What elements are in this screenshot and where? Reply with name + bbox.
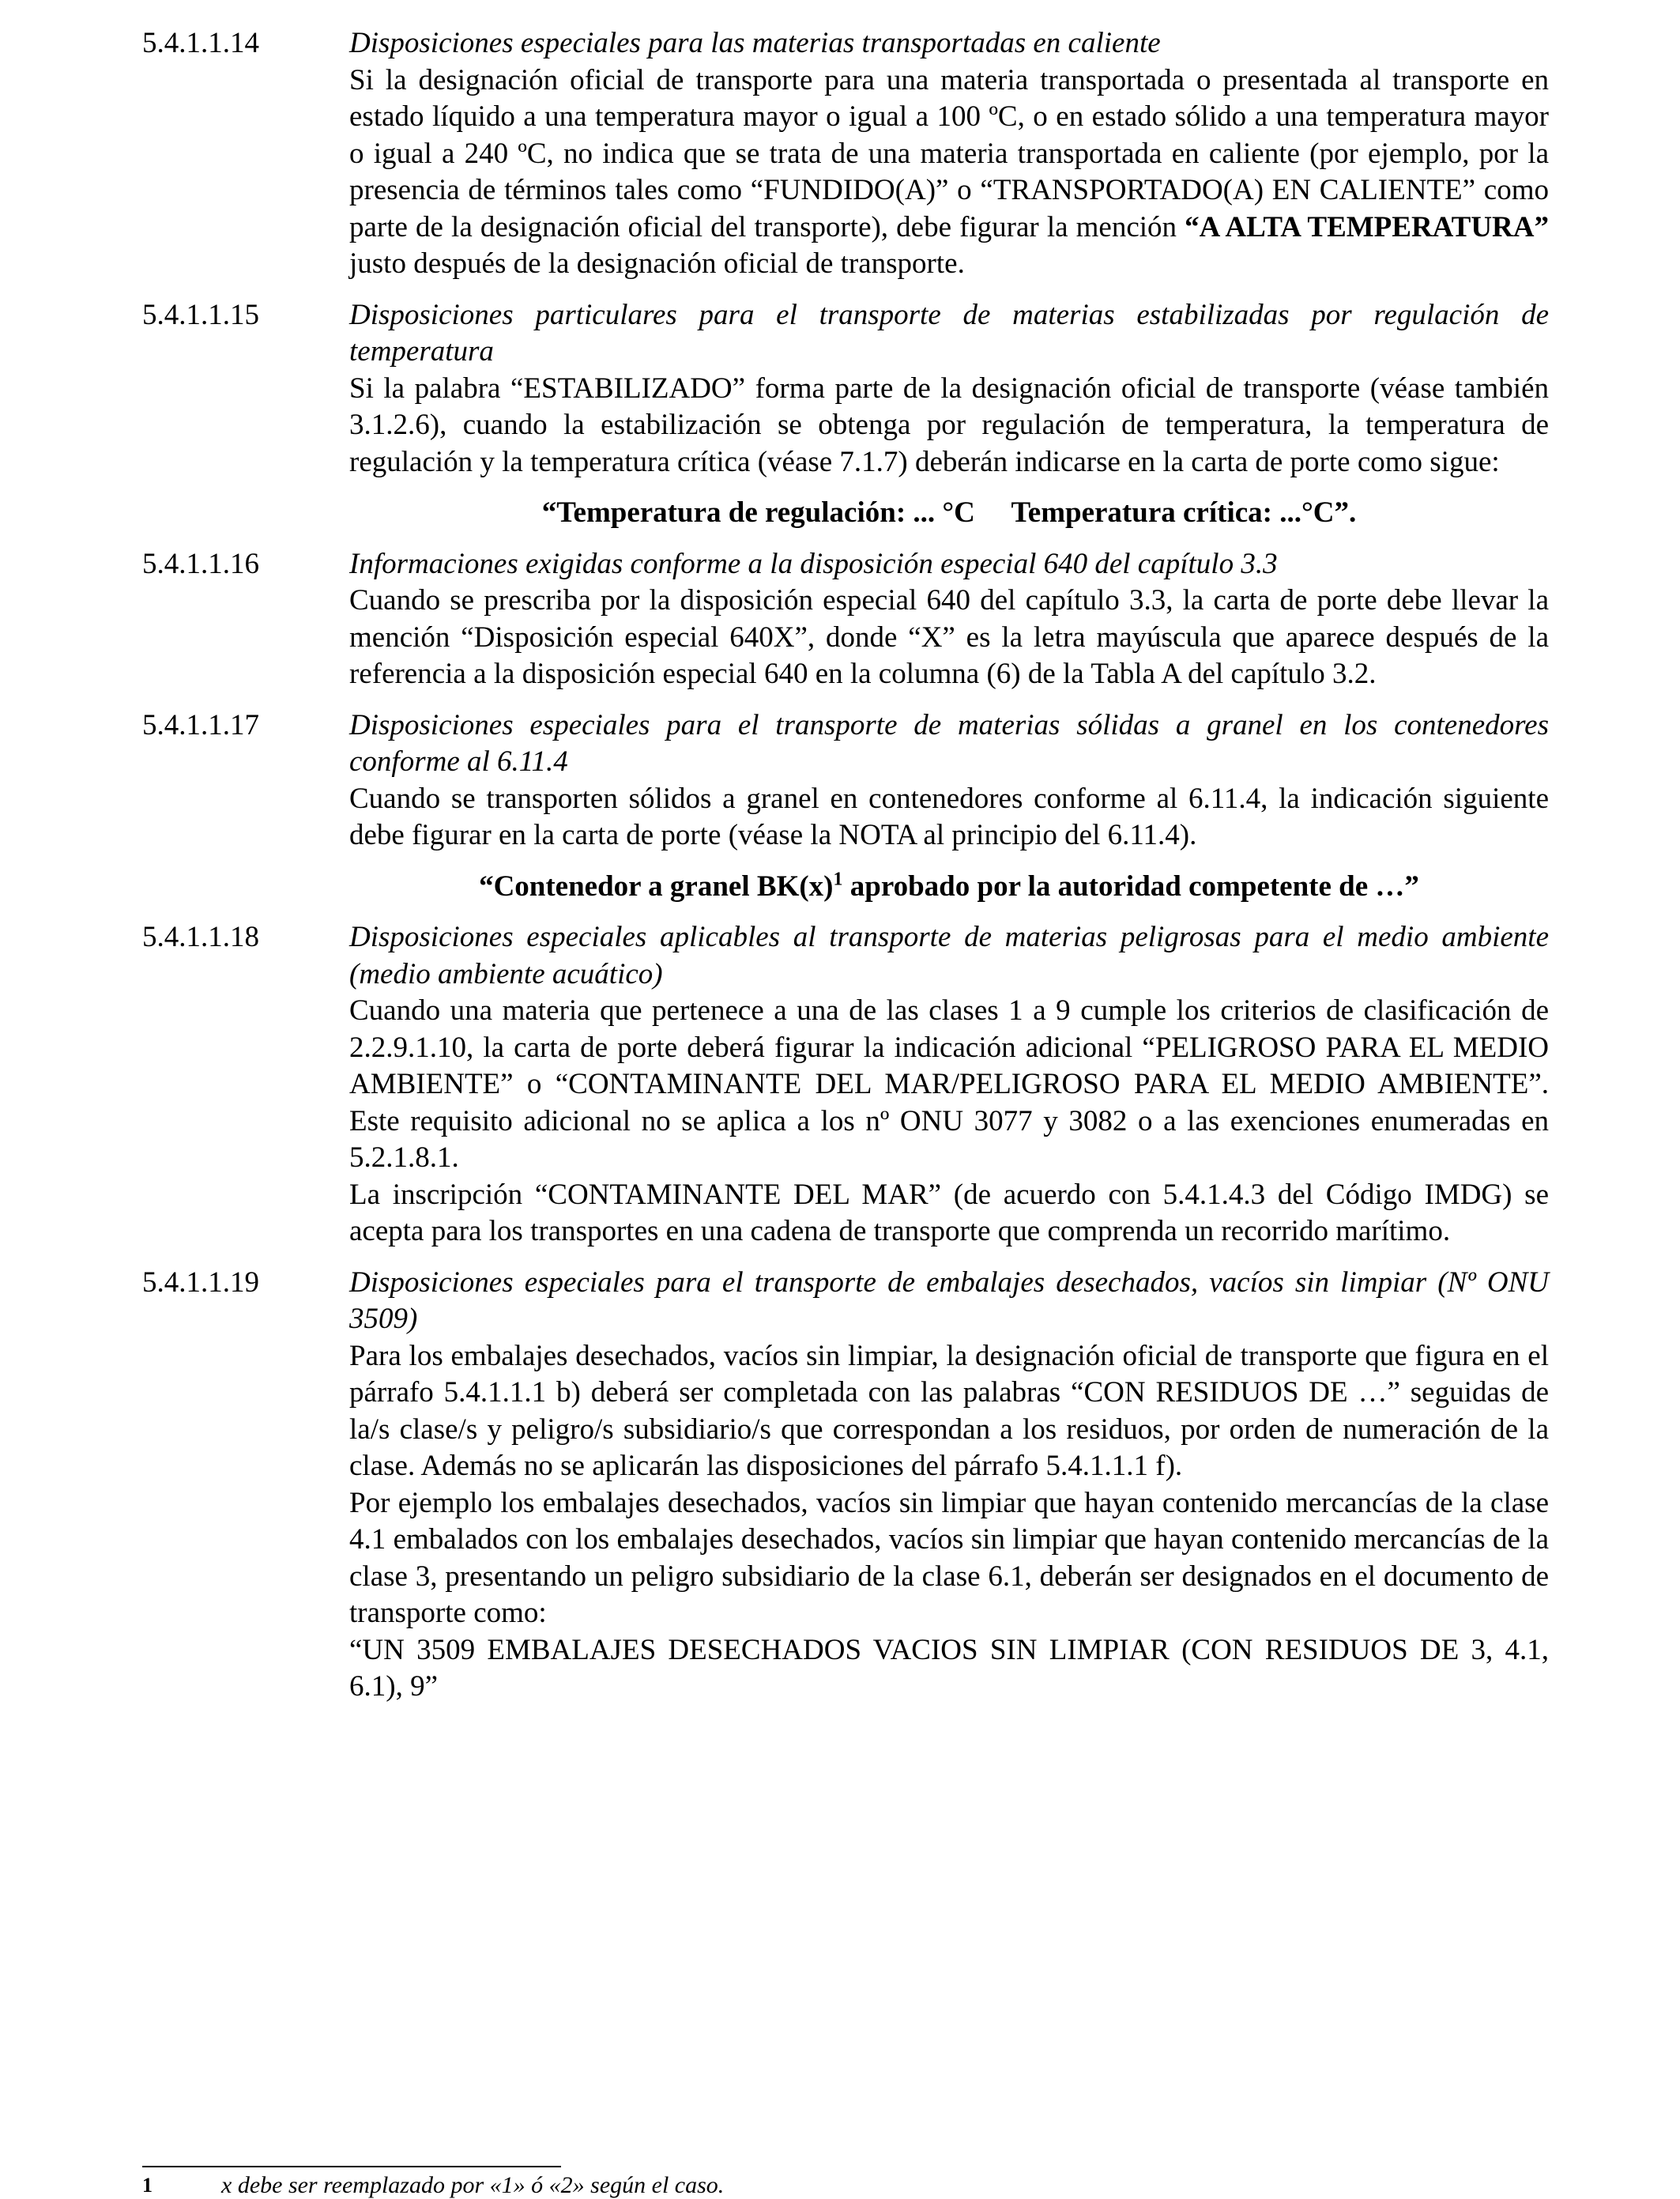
section-5-4-1-1-14 — [142, 25, 1549, 283]
paragraph: Por ejemplo los embalajes desechados, vacíos sin limpiar que hayan contenido mercancías de la clase 4.1 embalados con los embalajes desechados, vacíos sin limpiar que hayan contenido mercancías de la clase 3, presentando un peligro subsidiario de la clase 6.1, deberán ser designados en el documento de transporte como: — [349, 1486, 1549, 1629]
section-body — [349, 371, 1549, 481]
footnote-text: x debe ser reemplazado por «1» ó «2» según el caso. — [221, 2172, 725, 2198]
section-body — [349, 993, 1549, 1250]
section-5-4-1-1-18 — [142, 919, 1549, 1250]
section-number: 5.4.1.1.16 — [142, 547, 259, 580]
document-page — [142, 25, 1549, 1706]
footnote-mark: 1 — [142, 2174, 153, 2197]
section-body — [349, 1338, 1549, 1706]
section-5-4-1-1-15 — [142, 297, 1549, 532]
section-heading: Disposiciones especiales para el transporte de embalajes desechados, vacíos sin limpiar (Nº ONU 3509) — [349, 1265, 1549, 1335]
statement-text: “Contenedor a granel BK(x) — [479, 869, 834, 903]
footnote — [142, 2172, 724, 2199]
section-heading: Disposiciones especiales para el transporte de materias sólidas a granel en los contenedores conforme al 6.11.4 — [349, 708, 1549, 778]
temperature-statement: “Temperatura de regulación: ... °C Temperatura crítica: ...°C”. — [541, 496, 1357, 529]
paragraph: Si la palabra “ESTABILIZADO” forma parte de la designación oficial de transporte (véase también 3.1.2.6), cuando la estabilización se obtenga por regulación de temperatura, la temperatura de regulación y la temperatura crítica (véase 7.1.7) deberán indicarse en la carta de porte como sigue: — [349, 372, 1549, 478]
section-body — [349, 781, 1549, 854]
section-body — [349, 583, 1549, 693]
section-heading: Informaciones exigidas conforme a la disposición especial 640 del capítulo 3.3 — [349, 547, 1278, 580]
section-5-4-1-1-17 — [142, 707, 1549, 906]
paragraph: “UN 3509 EMBALAJES DESECHADOS VACIOS SIN LIMPIAR (CON RESIDUOS DE 3, 4.1, 6.1), 9” — [349, 1633, 1549, 1703]
paragraph: Cuando una materia que pertenece a una de las clases 1 a 9 cumple los criterios de clasificación de 2.2.9.1.10, la carta de porte deberá figurar la indicación adicional “PELIGROSO PARA EL MEDIO AMBIENTE” o “CONTAMINANTE DEL MAR/PELIGROSO PARA EL MEDIO AMBIENTE”. Este requisito adicional no se aplica a los nº ONU 3077 y 3082 o a las exenciones enumeradas en 5.2.1.8.1. — [349, 994, 1549, 1174]
section-number: 5.4.1.1.14 — [142, 27, 259, 59]
paragraph: La inscripción “CONTAMINANTE DEL MAR” (de acuerdo con 5.4.1.4.3 del Código IMDG) se acepta para los transportes en una cadena de transporte que comprenda un recorrido marítimo. — [349, 1178, 1549, 1247]
bold-mention: “A ALTA TEMPERATURA” — [1185, 210, 1549, 243]
section-body — [349, 62, 1549, 283]
section-heading: Disposiciones particulares para el transporte de materias estabilizadas por regulación de temperatura — [349, 298, 1549, 368]
paragraph-text: Si la designación oficial de transporte para una materia transportada o presentada al transporte en estado líquido a una temperatura mayor o igual a 100 ºC, o en estado sólido a una temperatura mayor o igual a 240 ºC, no indica que se trata de una materia transportada en caliente (por ejemplo, por la presencia de términos tales como “FUNDIDO(A)” o “TRANSPORTADO(A) EN CALIENTE” como parte de la designación oficial del transporte), debe figurar la mención — [349, 63, 1549, 243]
container-statement — [349, 869, 1549, 906]
section-5-4-1-1-16 — [142, 546, 1549, 693]
paragraph-text: justo después de la designación oficial de transporte. — [349, 247, 965, 280]
paragraph: Cuando se transporten sólidos a granel en contenedores conforme al 6.11.4, la indicación siguiente debe figurar en la carta de porte (véase la NOTA al principio del 6.11.4). — [349, 782, 1549, 851]
paragraph — [349, 62, 1549, 283]
section-heading: Disposiciones especiales aplicables al transporte de materias peligrosas para el medio ambiente (medio ambiente acuático) — [349, 921, 1549, 990]
statement-text: aprobado por la autoridad competente de …” — [842, 869, 1419, 903]
paragraph: Para los embalajes desechados, vacíos sin limpiar, la designación oficial de transporte que figura en el párrafo 5.4.1.1.1 b) deberá ser completada con las palabras “CON RESIDUOS DE …” seguidas de la/s clase/s y peligro/s subsidiario/s que correspondan a los residuos, por orden de numeración de la clase. Además no se aplicarán las disposiciones del párrafo 5.4.1.1.1 f). — [349, 1339, 1549, 1482]
section-number: 5.4.1.1.19 — [142, 1265, 259, 1299]
section-5-4-1-1-19 — [142, 1265, 1549, 1706]
section-number: 5.4.1.1.15 — [142, 298, 259, 331]
footnote-divider — [142, 2166, 561, 2167]
section-number: 5.4.1.1.17 — [142, 708, 259, 741]
section-number: 5.4.1.1.18 — [142, 921, 259, 953]
section-heading: Disposiciones especiales para las materias transportadas en caliente — [349, 27, 1161, 59]
paragraph: Cuando se prescriba por la disposición especial 640 del capítulo 3.3, la carta de porte debe llevar la mención “Disposición especial 640X”, donde “X” es la letra mayúscula que aparece después de la referencia a la disposición especial 640 en la columna (6) de la Tabla A del capítulo 3.2. — [349, 584, 1549, 690]
footnote-reference: 1 — [833, 869, 843, 890]
